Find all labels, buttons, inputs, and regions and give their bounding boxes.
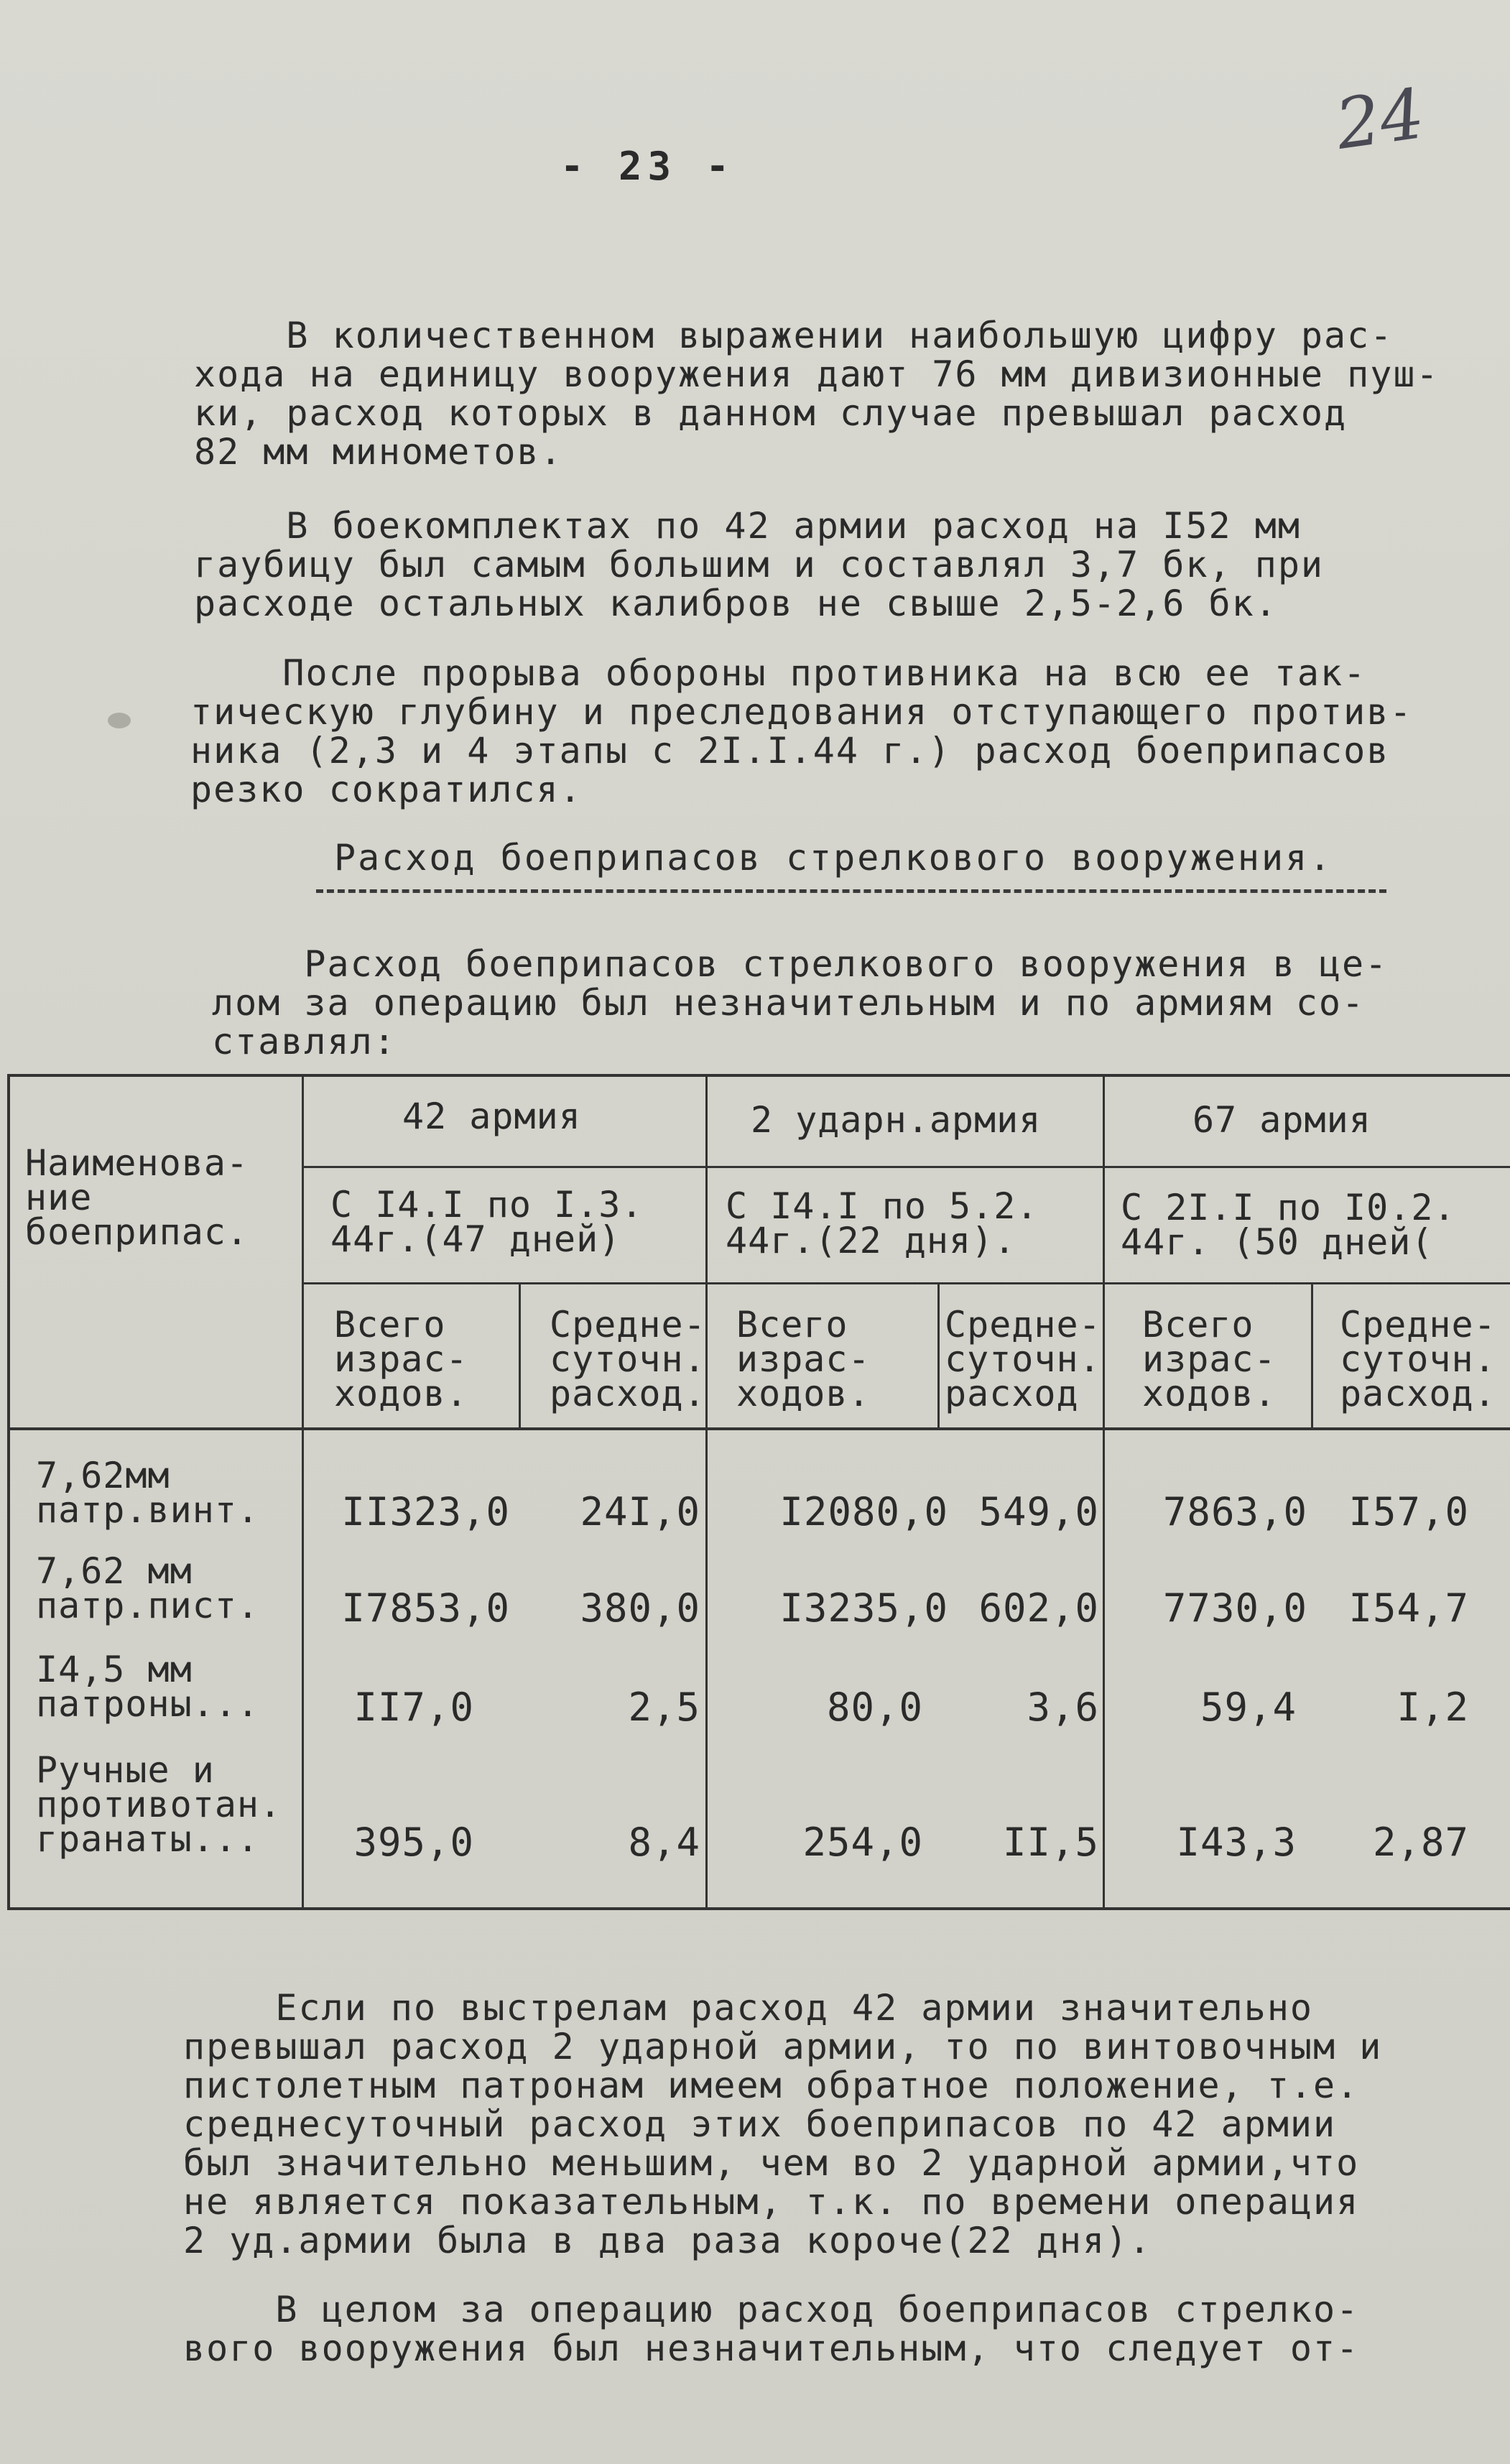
table-border-top	[7, 1074, 1510, 1077]
ammunition-table	[7, 1074, 1510, 1911]
row-name-rifle: 7,62мм патр.винт.	[36, 1455, 260, 1531]
paragraph-1: В количественном выражении наибольшую цифру рас- хода на единицу вооружения дают 76 мм дивизионные пуш- ки, расход которых в данном случае превышал расход 82 мм минометов.	[194, 315, 1440, 473]
period-2: С I4.I по 5.2. 44г.(22 дня).	[726, 1185, 1039, 1261]
heading-underline	[316, 889, 1386, 893]
table-line-v1	[302, 1074, 304, 1910]
table-cell: I54,7	[1348, 1585, 1469, 1631]
table-cell: I57,0	[1348, 1489, 1469, 1534]
row-name-grenades: Ручные и противотан. гранаты...	[36, 1749, 282, 1860]
subheader-daily-2: Средне- суточн. расход	[945, 1304, 1101, 1414]
table-cell: 8,4	[628, 1820, 700, 1865]
table-cell: 7863,0	[1162, 1489, 1307, 1534]
table-line-v2	[519, 1282, 521, 1430]
table-cell: 80,0	[826, 1685, 923, 1730]
table-line-header	[7, 1427, 1510, 1430]
section-heading: Расход боеприпасов стрелкового вооружения.	[334, 837, 1333, 879]
table-line-v4	[937, 1282, 940, 1430]
name-column-header: Наименова- ние боеприпас.	[25, 1142, 249, 1253]
subheader-daily-42: Средне- суточн. расход.	[550, 1304, 706, 1414]
table-cell: I2080,0	[779, 1489, 948, 1534]
table-line-period	[302, 1282, 1510, 1284]
table-cell: 3,6	[1027, 1685, 1099, 1730]
row-name-pistol: 7,62 мм патр.пист.	[36, 1550, 260, 1626]
paragraph-4: Расход боеприпасов стрелкового вооружения в це- лом за операцию был незначительным и по армиям со- ставлял:	[212, 943, 1389, 1062]
table-cell: 7730,0	[1162, 1585, 1307, 1631]
subheader-total-2: Всего израс- ходов.	[736, 1304, 871, 1414]
table-line-army	[302, 1166, 1510, 1168]
table-cell: I7853,0	[341, 1585, 510, 1631]
table-cell: 2,87	[1372, 1820, 1469, 1865]
table-cell: II323,0	[341, 1489, 510, 1534]
table-border-left	[7, 1074, 10, 1910]
paragraph-5: Если по выстрелам расход 42 армии значительно превышал расход 2 ударной армии, то по винтовочным и пистолетным патронам имеем обратное положение, т.е. среднесуточный расход этих боеприпасов по 42 армии был значительно меньшим, чем во 2 ударной армии,что не является показательным, т.к. по времени операция 2 уд.армии была в два раза короче(22 дня).	[183, 1987, 1383, 2261]
period-42: С I4.I по I.3. 44г.(47 дней)	[330, 1184, 644, 1260]
table-cell: 549,0	[978, 1489, 1099, 1534]
subheader-total-67: Всего израс- ходов.	[1142, 1304, 1277, 1414]
table-cell: 380,0	[580, 1585, 700, 1631]
table-cell: 395,0	[353, 1820, 474, 1865]
table-cell: 602,0	[978, 1585, 1099, 1631]
table-cell: 59,4	[1200, 1685, 1297, 1730]
table-border-bottom	[7, 1907, 1510, 1910]
table-cell: I3235,0	[779, 1585, 948, 1631]
table-cell: 2,5	[628, 1685, 700, 1730]
table-cell: 24I,0	[580, 1489, 700, 1534]
table-line-v5	[1103, 1074, 1105, 1910]
paragraph-6: В целом за операцию расход боеприпасов стрелко- вого вооружения был незначительным, что следует от-	[183, 2289, 1360, 2369]
table-cell: 254,0	[802, 1820, 923, 1865]
table-cell: I,2	[1396, 1685, 1469, 1730]
table-cell: I43,3	[1176, 1820, 1297, 1865]
army-header-42: 42 армия	[402, 1096, 581, 1137]
table-line-v6	[1311, 1282, 1313, 1430]
table-cell: II7,0	[353, 1685, 474, 1730]
period-67: С 2I.I по I0.2. 44г. (50 дней(	[1121, 1187, 1456, 1263]
page-number: - 23 -	[560, 144, 736, 189]
paragraph-2: В боекомплектах по 42 армии расход на I52 мм гаубицу был самым большим и составлял 3,7 бк, при расходе остальных калибров не свыше 2,5-2,6 бк.	[194, 505, 1325, 624]
army-header-67: 67 армия	[1192, 1099, 1371, 1141]
row-name-14mm: I4,5 мм патроны...	[36, 1649, 260, 1725]
subheader-total-42: Всего израс- ходов.	[334, 1304, 468, 1414]
ink-smudge	[108, 713, 131, 728]
archive-page-mark: 24	[1330, 73, 1430, 165]
table-cell: II,5	[1002, 1820, 1099, 1865]
army-header-2: 2 ударн.армия	[751, 1099, 1042, 1141]
subheader-daily-67: Средне- суточн. расход.	[1340, 1304, 1496, 1414]
paragraph-3: После прорыва обороны противника на всю ее так- тическую глубину и преследования отступающего против- ника (2,3 и 4 этапы с 2I.I.44 г.) расход боеприпасов резко сократился.	[190, 652, 1413, 810]
